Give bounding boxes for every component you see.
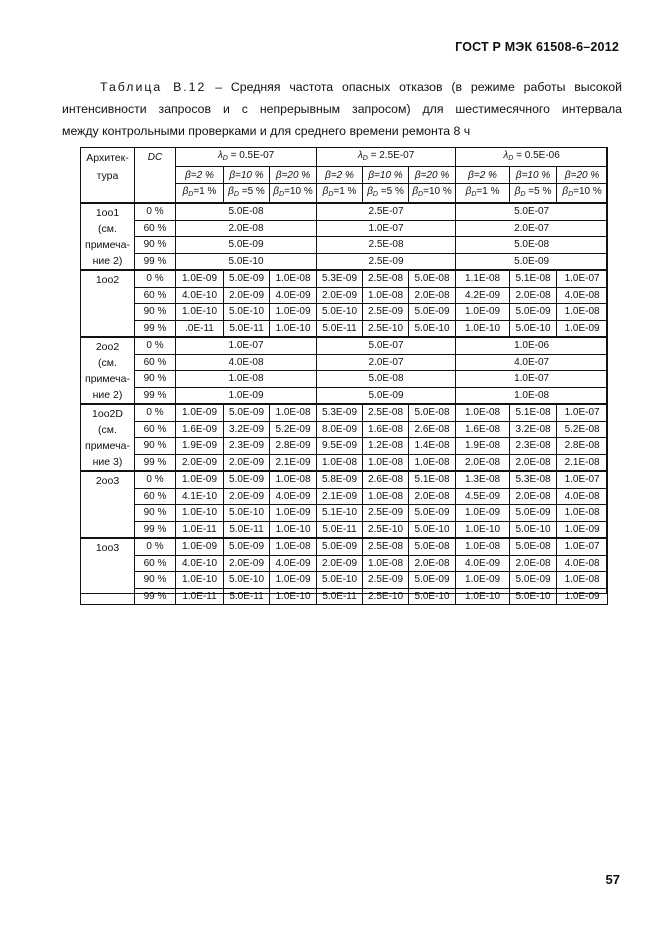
architecture-cell bbox=[81, 270, 135, 337]
architecture-label-line: примеча- bbox=[85, 239, 130, 251]
value-cell: 2.5E-09 bbox=[363, 304, 409, 321]
value-cell: 5.3E-09 bbox=[317, 270, 363, 287]
value-cell: 1.0E-07 bbox=[557, 404, 608, 421]
architecture-label-line: ние 2) bbox=[92, 389, 123, 401]
value-cell: 5.0E-10 bbox=[409, 320, 456, 337]
value-cell: 5.0E-09 bbox=[456, 253, 608, 270]
value-cell: 2.5E-10 bbox=[363, 521, 409, 538]
value-cell: 4.0E-08 bbox=[176, 354, 317, 371]
value-cell: 1.0E-10 bbox=[270, 521, 317, 538]
architecture-label-line: ние 2) bbox=[92, 255, 123, 267]
value-cell: 1.3E-08 bbox=[456, 471, 510, 488]
value-cell: 1.0E-08 bbox=[317, 454, 363, 471]
dc-cell: 60 % bbox=[135, 488, 176, 505]
value-cell: 5.0E-09 bbox=[224, 471, 270, 488]
architecture-label-line: 2oo3 bbox=[95, 475, 120, 487]
value-cell: 1.0E-10 bbox=[456, 320, 510, 337]
beta-header-2-2: β=10 % bbox=[363, 167, 409, 184]
value-cell: 1.6E-08 bbox=[363, 421, 409, 438]
value-cell: 2.0E-08 bbox=[409, 287, 456, 304]
table-row bbox=[81, 572, 608, 589]
value-cell: 1.0E-08 bbox=[557, 304, 608, 321]
beta-header-3-2: β=10 % bbox=[510, 167, 557, 184]
architecture-label-line: 1oo1 bbox=[95, 207, 120, 219]
value-cell: 2.5E-08 bbox=[317, 237, 456, 254]
value-cell: 2.0E-09 bbox=[176, 454, 224, 471]
value-cell: 1.0E-09 bbox=[176, 538, 224, 555]
value-cell: 4.1E-10 bbox=[176, 488, 224, 505]
value-cell: 1.0E-08 bbox=[363, 287, 409, 304]
value-cell: 2.5E-08 bbox=[363, 270, 409, 287]
value-cell: 2.0E-09 bbox=[317, 555, 363, 572]
value-cell: 2.0E-08 bbox=[456, 454, 510, 471]
dc-cell: 90 % bbox=[135, 438, 176, 455]
beta-header-1-3: β=20 % bbox=[270, 167, 317, 184]
value-cell: 5.0E-10 bbox=[317, 572, 363, 589]
table-row bbox=[81, 588, 608, 605]
value-cell: 2.5E-07 bbox=[317, 203, 456, 220]
value-cell: 5.0E-10 bbox=[510, 521, 557, 538]
value-cell: 1.0E-11 bbox=[176, 588, 224, 605]
beta-d-header-2-1: $\beta_D=1$ % bbox=[317, 184, 363, 204]
value-cell: 1.0E-09 bbox=[557, 521, 608, 538]
table-row bbox=[81, 337, 608, 354]
value-cell: 5.0E-09 bbox=[317, 387, 456, 404]
value-cell: 1.0E-09 bbox=[456, 505, 510, 522]
value-cell: 1.0E-08 bbox=[363, 555, 409, 572]
value-cell: 2.1E-08 bbox=[557, 454, 608, 471]
value-cell: 2.5E-09 bbox=[363, 572, 409, 589]
value-cell: 2.6E-08 bbox=[409, 421, 456, 438]
value-cell: 1.0E-07 bbox=[176, 337, 317, 354]
value-cell: 4.0E-10 bbox=[176, 555, 224, 572]
value-cell: 1.0E-08 bbox=[270, 538, 317, 555]
value-cell: 2.5E-09 bbox=[363, 505, 409, 522]
value-cell: 4.5E-09 bbox=[456, 488, 510, 505]
value-cell: 1.0E-08 bbox=[270, 471, 317, 488]
value-cell: 1.2E-08 bbox=[363, 438, 409, 455]
dc-cell: 90 % bbox=[135, 505, 176, 522]
value-cell: 5.0E-11 bbox=[317, 588, 363, 605]
value-cell: 5.0E-08 bbox=[317, 371, 456, 388]
value-cell: 2.0E-08 bbox=[510, 488, 557, 505]
dc-cell: 0 % bbox=[135, 270, 176, 287]
dc-cell: 99 % bbox=[135, 387, 176, 404]
value-cell: 2.1E-09 bbox=[317, 488, 363, 505]
value-cell: 4.0E-09 bbox=[270, 287, 317, 304]
value-cell: 1.0E-09 bbox=[557, 320, 608, 337]
dc-cell: 90 % bbox=[135, 304, 176, 321]
beta-header-1-2: β=10 % bbox=[224, 167, 270, 184]
value-cell: 2.0E-08 bbox=[510, 555, 557, 572]
value-cell: 1.0E-08 bbox=[363, 454, 409, 471]
table-row bbox=[81, 521, 608, 538]
dc-cell: 99 % bbox=[135, 253, 176, 270]
dc-cell: 99 % bbox=[135, 588, 176, 605]
value-cell: 5.0E-09 bbox=[409, 304, 456, 321]
value-cell: 2.8E-08 bbox=[557, 438, 608, 455]
value-cell: 1.0E-07 bbox=[557, 270, 608, 287]
value-cell: 1.9E-09 bbox=[176, 438, 224, 455]
dc-cell: 0 % bbox=[135, 471, 176, 488]
value-cell: 5.0E-09 bbox=[224, 270, 270, 287]
value-cell: 1.0E-10 bbox=[270, 320, 317, 337]
lambda-header-1: $\lambda_D = 0.5E-07$ bbox=[176, 148, 317, 167]
value-cell: 1.0E-09 bbox=[176, 387, 317, 404]
value-cell: 2.5E-09 bbox=[317, 253, 456, 270]
dc-cell: 0 % bbox=[135, 203, 176, 220]
value-cell: 5.0E-10 bbox=[176, 253, 317, 270]
value-cell: 2.0E-08 bbox=[176, 220, 317, 237]
architecture-label-line: примеча- bbox=[85, 440, 130, 452]
value-cell: 1.0E-10 bbox=[176, 304, 224, 321]
table-row bbox=[81, 421, 608, 438]
table-row bbox=[81, 538, 608, 555]
value-cell: .0E-11 bbox=[176, 320, 224, 337]
architecture-cell bbox=[81, 538, 135, 605]
architecture-cell bbox=[81, 404, 135, 471]
value-cell: 1.0E-10 bbox=[456, 521, 510, 538]
value-cell: 4.0E-09 bbox=[270, 555, 317, 572]
table-row bbox=[81, 320, 608, 337]
value-cell: 1.0E-08 bbox=[557, 505, 608, 522]
table-row bbox=[81, 387, 608, 404]
value-cell: 1.0E-08 bbox=[270, 404, 317, 421]
value-cell: 1.0E-08 bbox=[456, 387, 608, 404]
value-cell: 2.0E-09 bbox=[224, 454, 270, 471]
value-cell: 2.0E-08 bbox=[510, 454, 557, 471]
value-cell: 5.0E-10 bbox=[510, 320, 557, 337]
value-cell: 1.0E-10 bbox=[176, 572, 224, 589]
value-cell: 5.0E-11 bbox=[224, 588, 270, 605]
value-cell: 1.0E-09 bbox=[176, 270, 224, 287]
value-cell: 5.8E-09 bbox=[317, 471, 363, 488]
value-cell: 2.5E-10 bbox=[363, 588, 409, 605]
value-cell: 5.0E-11 bbox=[224, 320, 270, 337]
value-cell: 1.6E-09 bbox=[176, 421, 224, 438]
value-cell: 2.0E-09 bbox=[224, 555, 270, 572]
value-cell: 5.0E-10 bbox=[224, 572, 270, 589]
architecture-cell bbox=[81, 471, 135, 538]
value-cell: 1.0E-08 bbox=[270, 270, 317, 287]
value-cell: 5.0E-08 bbox=[510, 538, 557, 555]
beta-d-header-3-3: $\beta_D=10$ % bbox=[557, 184, 608, 204]
value-cell: 4.0E-08 bbox=[557, 287, 608, 304]
value-cell: 4.0E-10 bbox=[176, 287, 224, 304]
value-cell: 2.0E-08 bbox=[409, 555, 456, 572]
dc-cell: 60 % bbox=[135, 555, 176, 572]
dc-cell: 99 % bbox=[135, 521, 176, 538]
table-row bbox=[81, 203, 608, 220]
table-row bbox=[81, 505, 608, 522]
table-row bbox=[81, 287, 608, 304]
value-cell: 5.0E-08 bbox=[176, 203, 317, 220]
value-cell: 1.0E-08 bbox=[557, 572, 608, 589]
value-cell: 5.0E-07 bbox=[456, 203, 608, 220]
header-architecture-line-2: тура bbox=[96, 170, 119, 182]
value-cell: 1.0E-06 bbox=[456, 337, 608, 354]
table-caption bbox=[62, 76, 622, 142]
value-cell: 1.0E-09 bbox=[176, 404, 224, 421]
caption-line-3: между контрольными проверками и для среднего времени ремонта 8 ч bbox=[62, 124, 471, 138]
caption-line-2: интенсивности запросов и с непрерывным запросом) для шестимесячного интервала bbox=[62, 102, 622, 116]
table-row bbox=[81, 354, 608, 371]
header-architecture bbox=[81, 148, 135, 204]
value-cell: 5.0E-10 bbox=[224, 304, 270, 321]
architecture-cell bbox=[81, 203, 135, 270]
value-cell: 1.0E-09 bbox=[557, 588, 608, 605]
value-cell: 5.0E-10 bbox=[409, 588, 456, 605]
value-cell: 1.0E-08 bbox=[176, 371, 317, 388]
beta-header-1-1: β=2 % bbox=[176, 167, 224, 184]
value-cell: 2.0E-07 bbox=[317, 354, 456, 371]
value-cell: 2.5E-08 bbox=[363, 404, 409, 421]
value-cell: 2.1E-09 bbox=[270, 454, 317, 471]
value-cell: 5.0E-09 bbox=[510, 304, 557, 321]
value-cell: 5.0E-11 bbox=[317, 320, 363, 337]
value-cell: 5.2E-08 bbox=[557, 421, 608, 438]
architecture-label-line: (см. bbox=[98, 357, 117, 369]
value-cell: 5.0E-09 bbox=[409, 505, 456, 522]
dc-cell: 0 % bbox=[135, 538, 176, 555]
beta-d-header-2-3: $\beta_D=10$ % bbox=[409, 184, 456, 204]
value-cell: 5.1E-08 bbox=[510, 270, 557, 287]
table-row bbox=[81, 237, 608, 254]
dc-cell: 0 % bbox=[135, 337, 176, 354]
value-cell: 1.9E-08 bbox=[456, 438, 510, 455]
value-cell: 5.0E-08 bbox=[456, 237, 608, 254]
value-cell: 5.0E-08 bbox=[409, 538, 456, 555]
dc-cell: 60 % bbox=[135, 220, 176, 237]
value-cell: 2.0E-09 bbox=[224, 287, 270, 304]
value-cell: 1.0E-09 bbox=[270, 572, 317, 589]
value-cell: 5.0E-10 bbox=[510, 588, 557, 605]
table-row bbox=[81, 304, 608, 321]
table-row bbox=[81, 555, 608, 572]
value-cell: 1.0E-09 bbox=[176, 471, 224, 488]
dc-cell: 60 % bbox=[135, 354, 176, 371]
architecture-label-line: примеча- bbox=[85, 373, 130, 385]
architecture-label-line: (см. bbox=[98, 223, 117, 235]
value-cell: 4.0E-08 bbox=[557, 488, 608, 505]
page-number: 57 bbox=[605, 872, 620, 887]
value-cell: 5.0E-09 bbox=[409, 572, 456, 589]
table-row bbox=[81, 371, 608, 388]
value-cell: 1.0E-08 bbox=[456, 538, 510, 555]
value-cell: 2.0E-08 bbox=[409, 488, 456, 505]
lambda-header-2: $\lambda_D = 2.5E-07$ bbox=[317, 148, 456, 167]
value-cell: 1.0E-10 bbox=[270, 588, 317, 605]
dc-cell: 99 % bbox=[135, 320, 176, 337]
value-cell: 5.1E-08 bbox=[409, 471, 456, 488]
dc-cell: 90 % bbox=[135, 237, 176, 254]
value-cell: 5.0E-09 bbox=[176, 237, 317, 254]
value-cell: 9.5E-09 bbox=[317, 438, 363, 455]
value-cell: 1.0E-07 bbox=[456, 371, 608, 388]
value-cell: 5.0E-09 bbox=[510, 572, 557, 589]
header-dc: DC bbox=[135, 148, 176, 204]
value-cell: 2.6E-08 bbox=[363, 471, 409, 488]
dc-cell: 99 % bbox=[135, 454, 176, 471]
beta-d-header-1-1: $\beta_D=1$ % bbox=[176, 184, 224, 204]
value-cell: 1.0E-07 bbox=[557, 471, 608, 488]
beta-header-3-1: β=2 % bbox=[456, 167, 510, 184]
dc-cell: 90 % bbox=[135, 572, 176, 589]
table-row bbox=[81, 488, 608, 505]
value-cell: 5.0E-10 bbox=[317, 304, 363, 321]
header-architecture-line-1: Архитек- bbox=[86, 152, 129, 164]
value-cell: 5.0E-09 bbox=[510, 505, 557, 522]
architecture-label-line: 1oo2D bbox=[92, 408, 123, 420]
caption-line-1 bbox=[62, 76, 622, 98]
value-cell: 5.0E-08 bbox=[409, 404, 456, 421]
value-cell: 4.2E-09 bbox=[456, 287, 510, 304]
architecture-label-line: (см. bbox=[98, 424, 117, 436]
value-cell: 1.0E-09 bbox=[456, 304, 510, 321]
caption-text-1: – Средняя частота опасных отказов (в режиме работы высокой bbox=[206, 80, 622, 94]
value-cell: 5.0E-07 bbox=[317, 337, 456, 354]
beta-d-header-3-1: $\beta_D=1$ % bbox=[456, 184, 510, 204]
value-cell: 3.2E-08 bbox=[510, 421, 557, 438]
table-row bbox=[81, 438, 608, 455]
architecture-label-line: 2oo2 bbox=[95, 341, 120, 353]
value-cell: 2.0E-08 bbox=[510, 287, 557, 304]
value-cell: 2.0E-09 bbox=[224, 488, 270, 505]
architecture-label-line: 1oo2 bbox=[95, 274, 120, 286]
value-cell: 5.1E-08 bbox=[510, 404, 557, 421]
beta-d-header-1-3: $\beta_D=10$ % bbox=[270, 184, 317, 204]
beta-header-2-1: β=2 % bbox=[317, 167, 363, 184]
value-cell: 5.0E-11 bbox=[317, 521, 363, 538]
value-cell: 1.0E-08 bbox=[456, 404, 510, 421]
caption-label: Таблица В.12 bbox=[100, 80, 207, 94]
value-cell: 1.6E-08 bbox=[456, 421, 510, 438]
value-cell: 2.0E-07 bbox=[456, 220, 608, 237]
value-cell: 1.0E-08 bbox=[409, 454, 456, 471]
value-cell: 2.0E-09 bbox=[317, 287, 363, 304]
value-cell: 5.1E-10 bbox=[317, 505, 363, 522]
lambda-header-3: $\lambda_D = 0.5E-06$ bbox=[456, 148, 608, 167]
value-cell: 5.0E-09 bbox=[224, 404, 270, 421]
value-cell: 1.0E-08 bbox=[363, 488, 409, 505]
value-cell: 5.0E-08 bbox=[409, 270, 456, 287]
value-cell: 5.0E-09 bbox=[224, 538, 270, 555]
value-cell: 4.0E-07 bbox=[456, 354, 608, 371]
architecture-label-line: ние 3) bbox=[92, 456, 123, 468]
value-cell: 5.0E-09 bbox=[317, 538, 363, 555]
beta-d-header-1-2: $\beta_D =5$ % bbox=[224, 184, 270, 204]
table-row bbox=[81, 253, 608, 270]
value-cell: 2.5E-08 bbox=[363, 538, 409, 555]
value-cell: 5.3E-08 bbox=[510, 471, 557, 488]
value-cell: 1.4E-08 bbox=[409, 438, 456, 455]
beta-header-3-3: β=20 % bbox=[557, 167, 608, 184]
table-row bbox=[81, 404, 608, 421]
value-cell: 1.0E-10 bbox=[176, 505, 224, 522]
value-cell: 1.0E-07 bbox=[557, 538, 608, 555]
value-cell: 2.8E-09 bbox=[270, 438, 317, 455]
value-cell: 4.0E-09 bbox=[456, 555, 510, 572]
beta-d-header-2-2: $\beta_D =5$ % bbox=[363, 184, 409, 204]
value-cell: 1.0E-07 bbox=[317, 220, 456, 237]
value-cell: 1.0E-10 bbox=[456, 588, 510, 605]
table-row bbox=[81, 471, 608, 488]
value-cell: 1.0E-09 bbox=[270, 304, 317, 321]
dc-cell: 90 % bbox=[135, 371, 176, 388]
table-row bbox=[81, 270, 608, 287]
value-cell: 5.0E-10 bbox=[409, 521, 456, 538]
value-cell: 1.0E-09 bbox=[270, 505, 317, 522]
beta-header-2-3: β=20 % bbox=[409, 167, 456, 184]
table-row bbox=[81, 454, 608, 471]
dc-cell: 0 % bbox=[135, 404, 176, 421]
value-cell: 2.5E-10 bbox=[363, 320, 409, 337]
header-row-lambda bbox=[81, 148, 608, 167]
value-cell: 5.0E-11 bbox=[224, 521, 270, 538]
value-cell: 5.0E-10 bbox=[224, 505, 270, 522]
value-cell: 2.3E-09 bbox=[224, 438, 270, 455]
value-cell: 4.0E-08 bbox=[557, 555, 608, 572]
value-cell: 1.0E-11 bbox=[176, 521, 224, 538]
value-cell: 5.2E-09 bbox=[270, 421, 317, 438]
value-cell: 3.2E-09 bbox=[224, 421, 270, 438]
dc-cell: 60 % bbox=[135, 421, 176, 438]
beta-d-header-3-2: $\beta_D =5$ % bbox=[510, 184, 557, 204]
value-cell: 1.0E-09 bbox=[456, 572, 510, 589]
table-row bbox=[81, 220, 608, 237]
architecture-label-line: 1oo3 bbox=[95, 542, 120, 554]
value-cell: 1.1E-08 bbox=[456, 270, 510, 287]
value-cell: 8.0E-09 bbox=[317, 421, 363, 438]
value-cell: 5.3E-09 bbox=[317, 404, 363, 421]
document-standard-header: ГОСТ Р МЭК 61508-6–2012 bbox=[455, 40, 619, 54]
architecture-cell bbox=[81, 337, 135, 404]
failure-frequency-table bbox=[80, 147, 608, 605]
value-cell: 2.3E-08 bbox=[510, 438, 557, 455]
value-cell: 4.0E-09 bbox=[270, 488, 317, 505]
dc-cell: 60 % bbox=[135, 287, 176, 304]
